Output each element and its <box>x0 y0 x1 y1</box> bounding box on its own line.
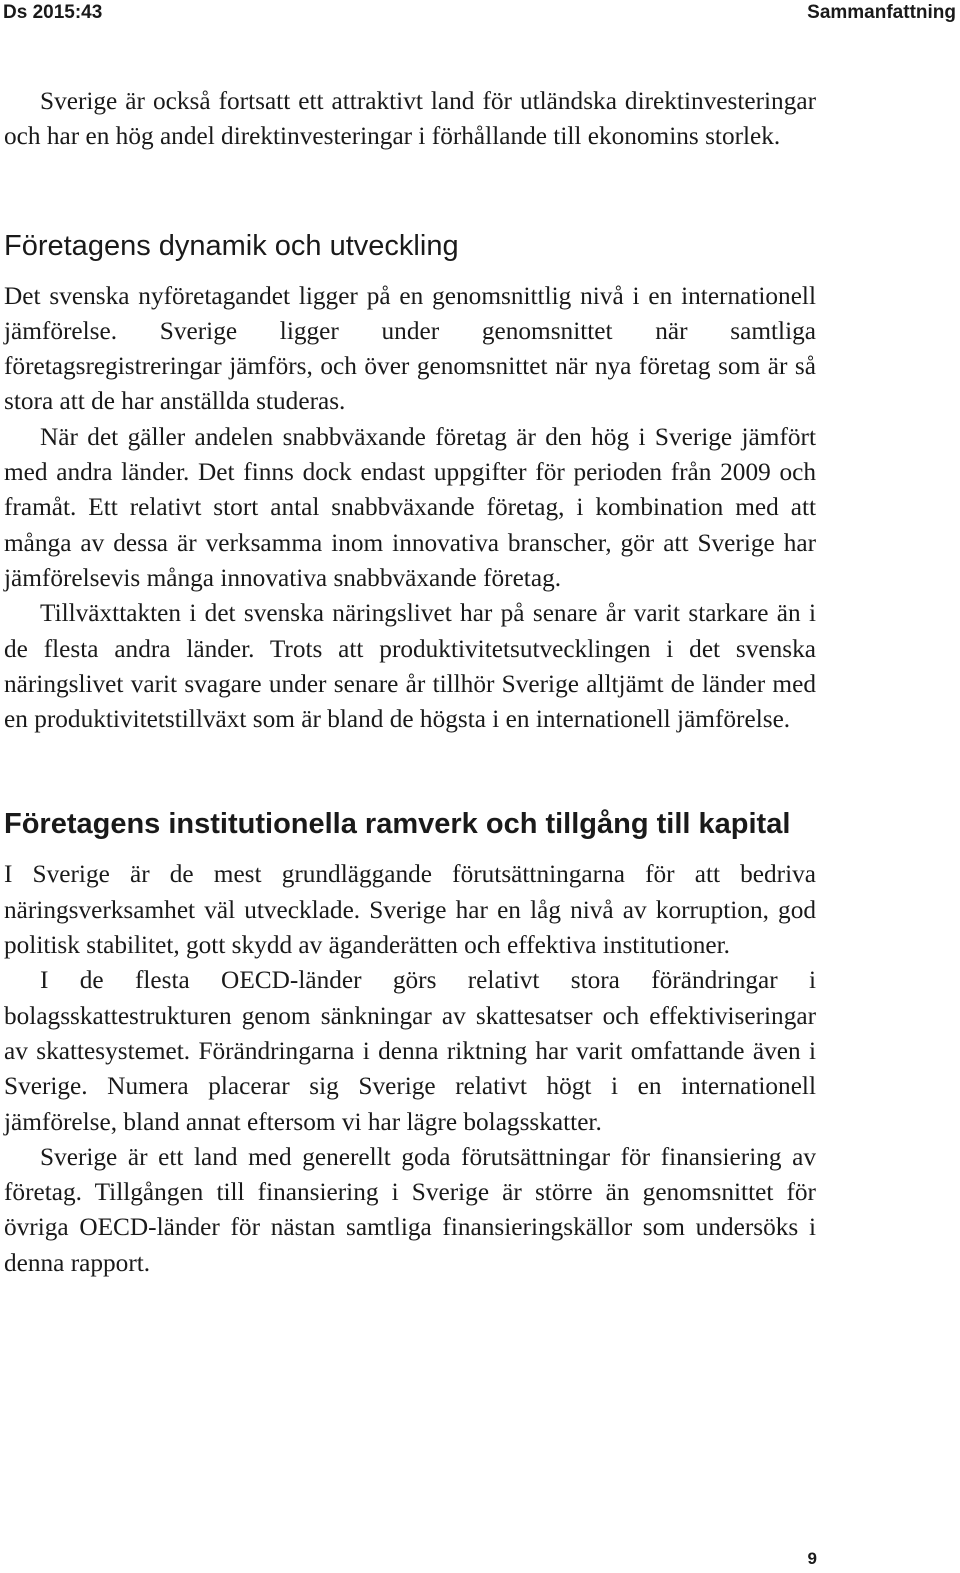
page-body <box>4 84 816 1281</box>
dynamik-paragraph-1: Det svenska nyföretagandet ligger på en genomsnittlig nivå i en internationell jämförelse. Sverige ligger under genomsnittet när samtliga företagsregistreringar jämförs, och över genomsnittet när nya företag som är så stora att de har anställda studeras. <box>4 281 816 416</box>
running-header <box>0 0 960 30</box>
chapter-title: Sammanfattning <box>807 2 956 23</box>
ramverk-paragraph-1: I Sverige är de mest grundläggande förutsättningarna för att bedriva näringsverksamhet väl utvecklade. Sverige har en låg nivå av korruption, god politisk stabilitet, gott skydd av äganderätten och effektiva institutioner. <box>4 860 816 960</box>
dynamik-paragraph-3: Tillväxttakten i det svenska näringslivet har på senare år varit starkare än i de flesta andra länder. Trots att produktivitetsutvecklingen i det svenska näringslivet varit svagare under senare år tillhör Sverige alltjämt de länder med en produktivitetstillväxt som är bland de högsta i en internationell jämförelse. <box>4 599 816 734</box>
section-heading-dynamik: Företagens dynamik och utveckling <box>4 229 459 262</box>
page-number: 9 <box>807 1549 817 1568</box>
ramverk-paragraph-2: I de flesta OECD-länder görs relativt stora förändringar i bolagsskattestrukturen genom sänkningar av skattesatser och effektiviseringar av skattesystemet. Förändringarna i denna riktning har varit omfattande även i Sverige. Numera placerar sig Sverige relativt högt i en internationell jämförelse, bland annat eftersom vi har lägre bolagsskatter. <box>4 966 816 1136</box>
dynamik-paragraph-2: När det gäller andelen snabbväxande företag är den hög i Sverige jämfört med andra länder. Det finns dock endast uppgifter för perioden från 2009 och framåt. Ett relativt stort antal snabbväxande företag, i kombination med att många av dessa är verksamma inom innovativa branscher, gör att Sverige har jämförelsevis många innovativa snabbväxande företag. <box>4 422 816 592</box>
ramverk-paragraph-3: Sverige är ett land med generellt goda förutsättningar för finansiering av företag. Tillgången till finansiering i Sverige är större än genomsnittet för övriga OECD-länder för nästan samtliga finansieringskällor som undersöks i denna rapport. <box>4 1142 816 1277</box>
intro-paragraph: Sverige är också fortsatt ett attraktivt land för utländska direktinvesteringar och har en hög andel direktinvesteringar i förhållande till ekonomins storlek. <box>4 87 816 151</box>
section-heading-ramverk: Företagens institutionella ramverk och tillgång till kapital <box>4 808 791 841</box>
document-id: Ds 2015:43 <box>3 2 103 23</box>
